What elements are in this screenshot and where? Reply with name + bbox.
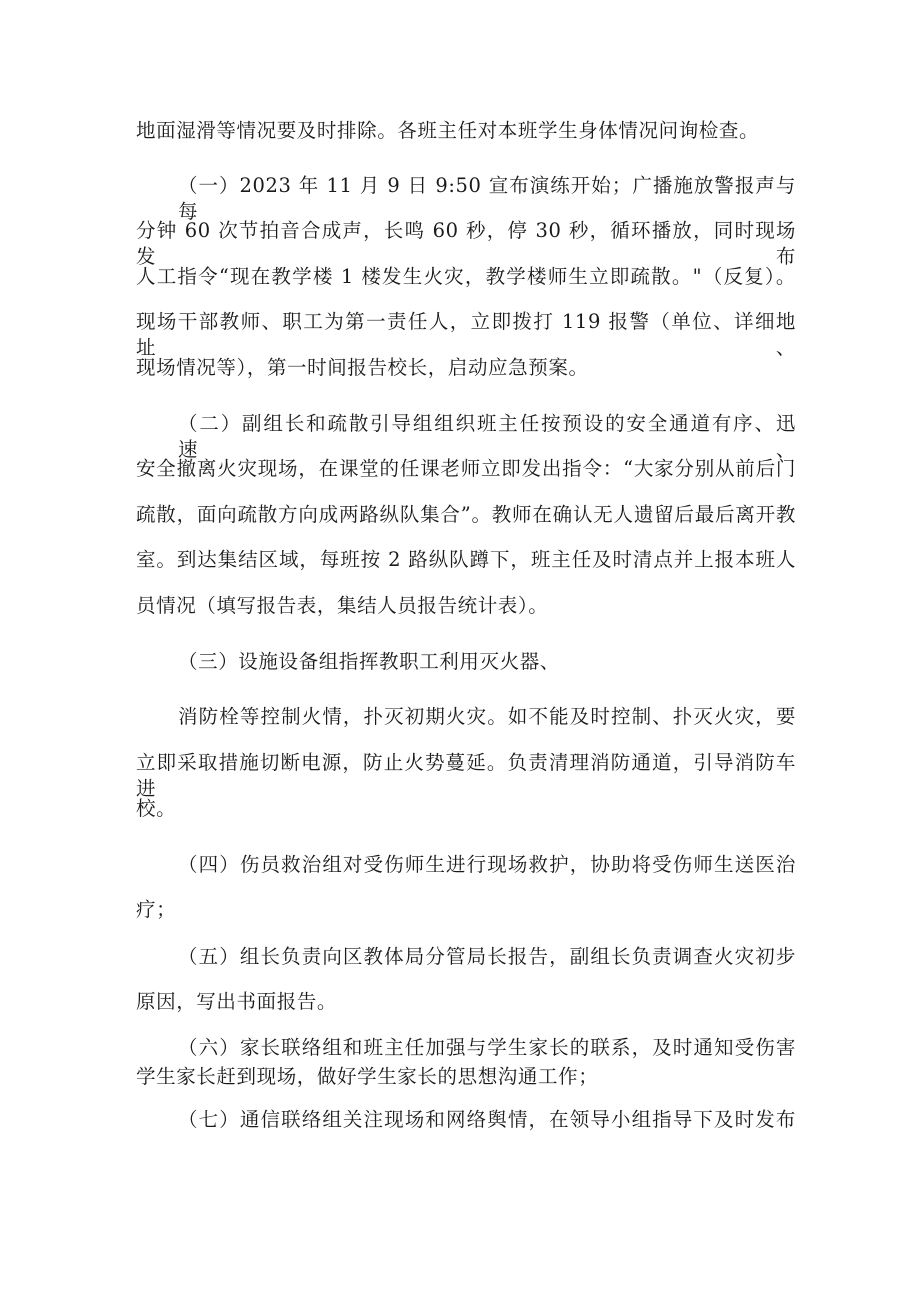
text-line-7: （二）副组长和疏散引导组组织班主任按预设的安全通道有序、迅速、 [178,412,796,461]
text-line-18: （五）组长负责向区教体局分管局长报告，副组长负责调查火灾初步 [178,945,796,968]
text-line-2: （一）2023 年 11 月 9 日 9:50 宣布演练开始；广播施放警报声与每 [178,174,796,223]
text-line-16: （四）伤员救治组对受伤师生进行现场救护，协助将受伤师生送医治 [178,853,796,876]
text-line-1: 地面湿滑等情况要及时排除。各班主任对本班学生身体情况问询检查。 [136,119,760,142]
text-line-15: 校。 [136,797,177,820]
text-line-11: 员情况（填写报告表，集结人员报告统计表）。 [136,594,549,617]
text-line-17: 疗； [136,898,177,921]
text-line-20: （六）家长联络组和班主任加强与学生家长的联系，及时通知受伤害 [178,1036,796,1059]
text-line-12: （三）设施设备组指挥教职工利用灭火器、 [178,650,560,673]
text-line-4: 人工指令“现在教学楼 1 楼发生火灾，教学楼师生立即疏散。"（反复）。 [136,265,796,288]
text-line-9: 疏散，面向疏散方向成两路纵队集合”。教师在确认无人遗留后最后离开教 [136,503,796,526]
text-line-19: 原因，写出书面报告。 [136,990,338,1013]
text-line-14: 立即采取措施切断电源，防止火势蔓延。负责清理消防通道，引导消防车进 [136,751,796,800]
text-line-13: 消防栓等控制火情，扑灭初期火灾。如不能及时控制、扑灭火灾，要 [178,705,796,728]
text-line-10: 室。到达集结区域，每班按 2 路纵队蹲下，班主任及时清点并上报本班人 [136,548,796,571]
text-line-22: （七）通信联络组关注现场和网络舆情，在领导小组指导下及时发布 [178,1108,796,1131]
text-line-21: 学生家长赶到现场，做好学生家长的思想沟通工作； [136,1065,599,1088]
text-line-6: 现场情况等），第一时间报告校长，启动应急预案。 [136,356,589,379]
text-line-3: 分钟 60 次节拍音合成声，长鸣 60 秒，停 30 秒，循环播放，同时现场发布 [136,219,796,268]
text-line-8: 安全撤离火灾现场，在课堂的任课老师立即发出指令：“大家分别从前后门 [136,457,796,480]
text-line-5: 现场干部教师、职工为第一责任人，立即拨打 119 报警（单位、详细地址、 [136,310,796,359]
